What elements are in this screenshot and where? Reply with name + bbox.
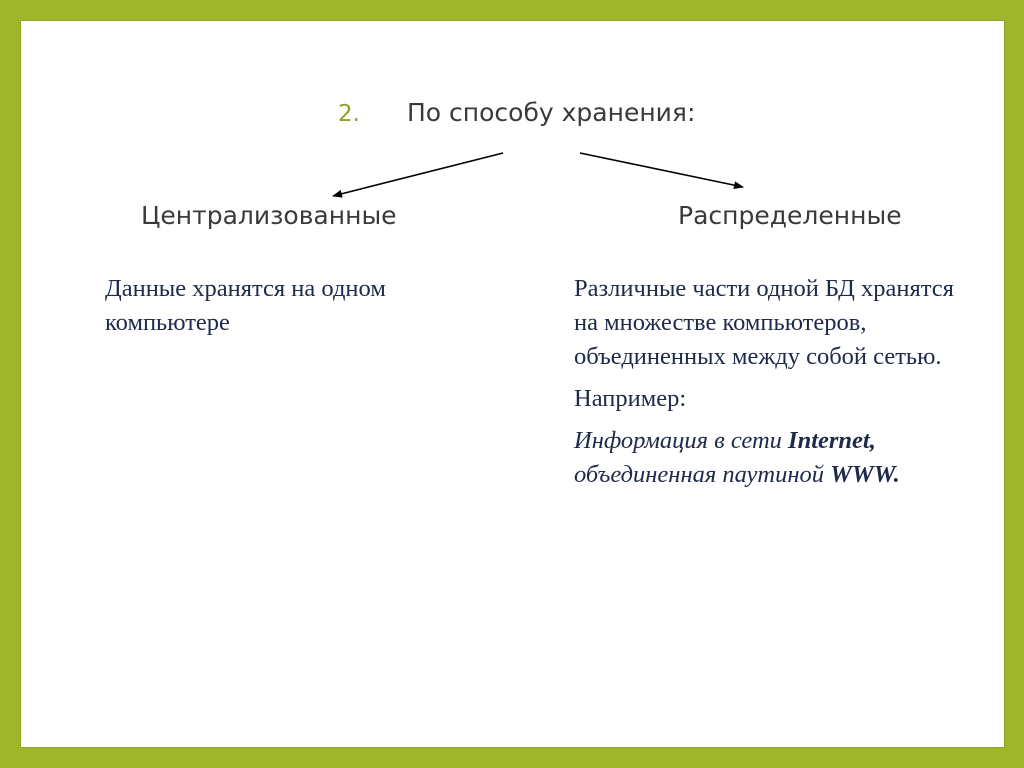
distributed-description bbox=[574, 272, 974, 500]
right-arrow bbox=[580, 153, 743, 187]
centralized-description bbox=[105, 272, 505, 348]
example-www: WWW. bbox=[830, 461, 900, 488]
left-arrow bbox=[333, 153, 503, 196]
example-text bbox=[574, 424, 974, 492]
centralized-description-text: Данные хранятся на одном компьютере bbox=[105, 275, 386, 336]
example-part1: Информация в сети bbox=[574, 427, 789, 454]
example-label: Например: bbox=[574, 385, 687, 412]
centralized-title: Централизованные bbox=[141, 201, 397, 230]
heading-number: 2. bbox=[338, 101, 360, 127]
example-part2: объединенная паутиной bbox=[574, 461, 831, 488]
example-internet: Internet, bbox=[788, 427, 876, 454]
distributed-title: Распределенные bbox=[678, 201, 902, 230]
heading-text: По способу хранения: bbox=[407, 98, 696, 127]
distributed-description-text: Различные части одной БД хранятся на множестве компьютеров, объединенных между собой сетью. bbox=[574, 275, 954, 370]
